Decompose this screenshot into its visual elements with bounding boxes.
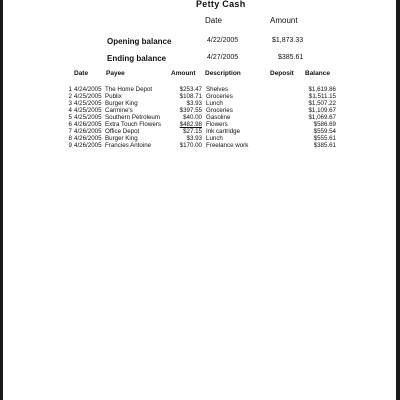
- row-payee: Extra Touch Flowers: [105, 121, 161, 128]
- col-header-description: Description: [205, 70, 241, 77]
- row-number: 3: [68, 100, 72, 107]
- row-balance: $1,511.15: [308, 93, 336, 100]
- col-header-deposit: Deposit: [270, 70, 294, 77]
- col-header-amount: Amount: [171, 70, 196, 77]
- row-payee: The Home Depot: [105, 86, 153, 93]
- row-date: 4/25/2005: [74, 114, 102, 121]
- row-date: 4/26/2005: [74, 128, 102, 135]
- row-payee: Office Depot: [105, 128, 140, 135]
- summary-amount-header: Amount: [270, 16, 298, 25]
- row-number: 1: [68, 86, 72, 93]
- row-description: Lunch: [206, 100, 223, 107]
- row-balance: $586.69: [313, 121, 336, 128]
- ending-balance-amount: $385.61: [278, 54, 304, 61]
- row-description: Ink cartridge: [206, 128, 241, 135]
- row-description: Lunch: [206, 135, 223, 142]
- ending-balance-date: 4/27/2005: [207, 54, 239, 61]
- row-number: 9: [68, 142, 72, 149]
- row-amount: $108.71: [179, 93, 202, 100]
- row-amount: $40.00: [183, 114, 202, 121]
- row-payee: Carmine's: [105, 107, 133, 114]
- row-date: 4/26/2005: [74, 135, 102, 142]
- row-balance: $1,069.67: [308, 114, 336, 121]
- col-header-balance: Balance: [305, 70, 330, 77]
- row-description: Flowers: [206, 121, 228, 128]
- row-payee: Southern Petroleum: [105, 114, 161, 121]
- row-amount: $3.93: [186, 135, 202, 142]
- document-title: Petty Cash: [196, 0, 246, 9]
- row-number: 7: [68, 128, 72, 135]
- opening-balance-label: Opening balance: [107, 37, 172, 46]
- row-payee: Publix: [105, 93, 122, 100]
- row-number: 6: [68, 121, 72, 128]
- row-number: 5: [68, 114, 72, 121]
- col-header-payee: Payee: [106, 70, 125, 77]
- row-balance: $1,109.67: [308, 107, 336, 114]
- row-description: Groceries: [206, 107, 233, 114]
- row-amount: $170.00: [179, 142, 202, 149]
- row-date: 4/26/2005: [74, 142, 102, 149]
- row-payee: Francies Antoine: [105, 142, 152, 149]
- row-balance: $385.61: [313, 142, 336, 149]
- row-balance: $1,619.86: [308, 86, 336, 93]
- scan-edge-left: [0, 0, 3, 400]
- row-number: 4: [68, 107, 72, 114]
- row-description: Freelance work: [206, 142, 249, 149]
- opening-balance-date: 4/22/2005: [207, 37, 239, 44]
- row-date: 4/24/2005: [74, 86, 102, 93]
- row-balance: $559.54: [313, 128, 336, 135]
- row-date: 4/26/2005: [74, 121, 102, 128]
- row-payee: Burger King: [105, 100, 138, 107]
- table-row: [0, 142, 400, 150]
- row-description: Groceries: [206, 93, 233, 100]
- row-date: 4/25/2005: [74, 107, 102, 114]
- ending-balance-label: Ending balance: [107, 54, 167, 63]
- row-amount: $397.55: [179, 107, 202, 114]
- row-amount: $3.93: [186, 100, 202, 107]
- row-date: 4/25/2005: [74, 93, 102, 100]
- col-header-date: Date: [74, 70, 89, 77]
- row-amount: $482.98: [179, 121, 202, 128]
- row-description: Gasoline: [206, 114, 231, 121]
- row-amount: $27.15: [183, 128, 202, 135]
- row-amount: $253.47: [179, 86, 202, 93]
- row-description: Shelves: [206, 86, 229, 93]
- row-balance: $1,507.22: [308, 100, 336, 107]
- opening-balance-amount: $1,873.33: [272, 37, 304, 44]
- row-number: 2: [68, 93, 72, 100]
- summary-date-header: Date: [205, 16, 222, 25]
- scan-edge-right: [396, 0, 400, 400]
- row-date: 4/25/2005: [74, 100, 102, 107]
- row-number: 8: [68, 135, 72, 142]
- row-balance: $555.61: [313, 135, 336, 142]
- row-payee: Burger King: [105, 135, 138, 142]
